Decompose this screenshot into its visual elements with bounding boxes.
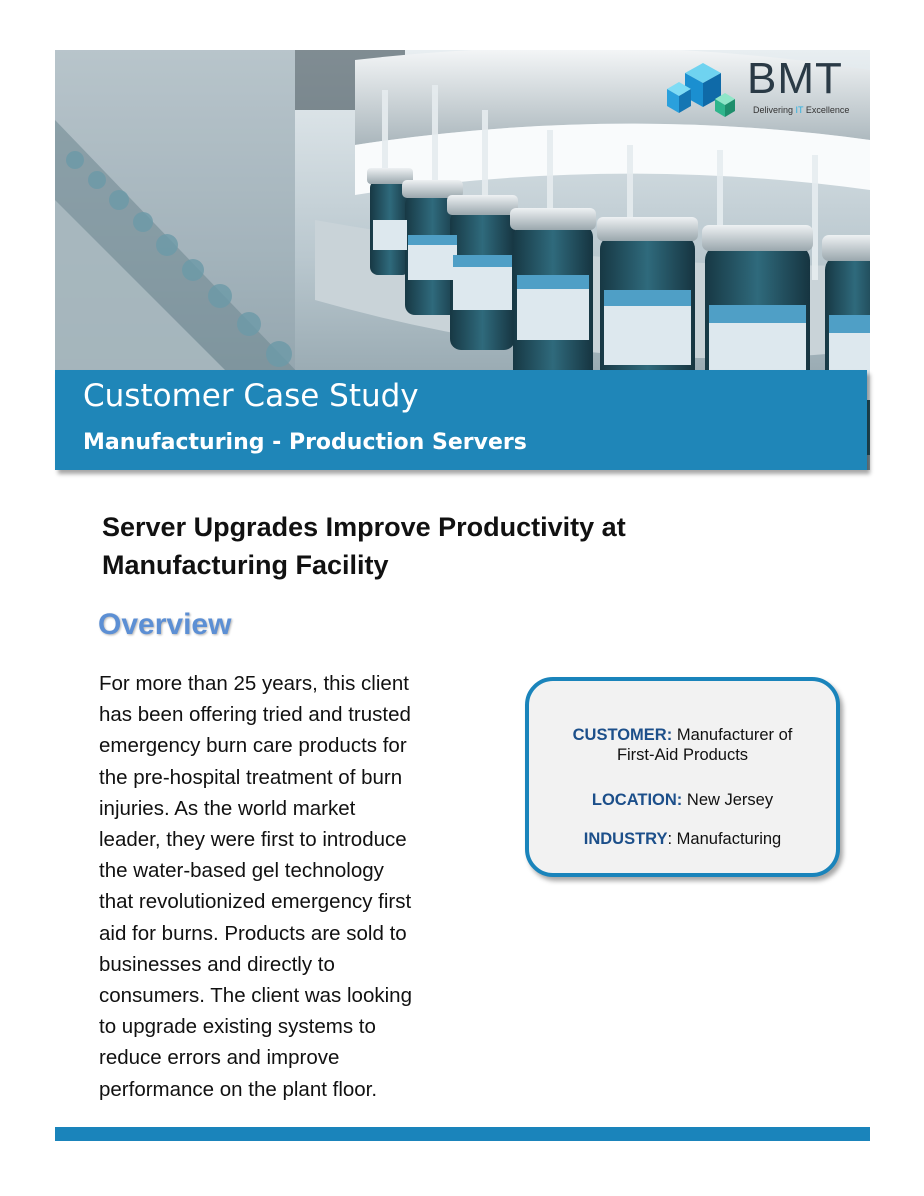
overview-heading: Overview	[98, 608, 232, 641]
customer-info	[529, 725, 836, 745]
body-line: injuries. As the world market	[99, 796, 356, 820]
customer-value: Manufacturer of	[676, 726, 793, 744]
brand-tagline: Delivering IT Excellence	[753, 105, 850, 115]
body-line: emergency burn care products for	[99, 734, 407, 758]
body-line: performance on the plant floor.	[99, 1077, 378, 1101]
brand-name: BMT	[747, 54, 843, 103]
body-line: For more than 25 years, this client	[99, 672, 409, 695]
location-label: LOCATION:	[591, 791, 683, 809]
body-line: has been offering tried and trusted	[99, 703, 411, 727]
overview-body	[99, 668, 459, 1105]
page-headline: Server Upgrades Improve Productivity at Manufacturing Facility	[102, 512, 626, 580]
body-line: aid for burns. Products are sold to	[99, 921, 407, 945]
location-value: New Jersey	[686, 791, 774, 809]
banner-subtitle: Manufacturing - Production Servers	[83, 430, 527, 455]
customer-value-continued: First-Aid Products	[616, 746, 749, 764]
banner-title: Customer Case Study	[83, 378, 419, 414]
footer-bar	[55, 1127, 870, 1141]
customer-label: CUSTOMER:	[572, 726, 673, 744]
case-study-banner	[55, 370, 867, 470]
body-line: the water-based gel technology	[99, 859, 384, 883]
client-info-box	[525, 677, 840, 877]
industry-label: INDUSTRY	[583, 830, 668, 848]
industry-value: : Manufacturing	[667, 830, 782, 848]
body-line: that revolutionized emergency first	[99, 890, 412, 914]
body-line: businesses and directly to	[99, 952, 335, 976]
location-info	[529, 790, 836, 810]
cubes-logo-icon	[665, 55, 745, 121]
bmt-logo	[665, 55, 865, 125]
body-line: reduce errors and improve	[99, 1046, 340, 1070]
body-line: consumers. The client was looking	[99, 984, 412, 1008]
body-line: the pre-hospital treatment of burn	[99, 765, 403, 789]
body-line: leader, they were first to introduce	[99, 828, 407, 852]
industry-info	[529, 829, 836, 849]
body-line: to upgrade existing systems to	[99, 1015, 376, 1039]
